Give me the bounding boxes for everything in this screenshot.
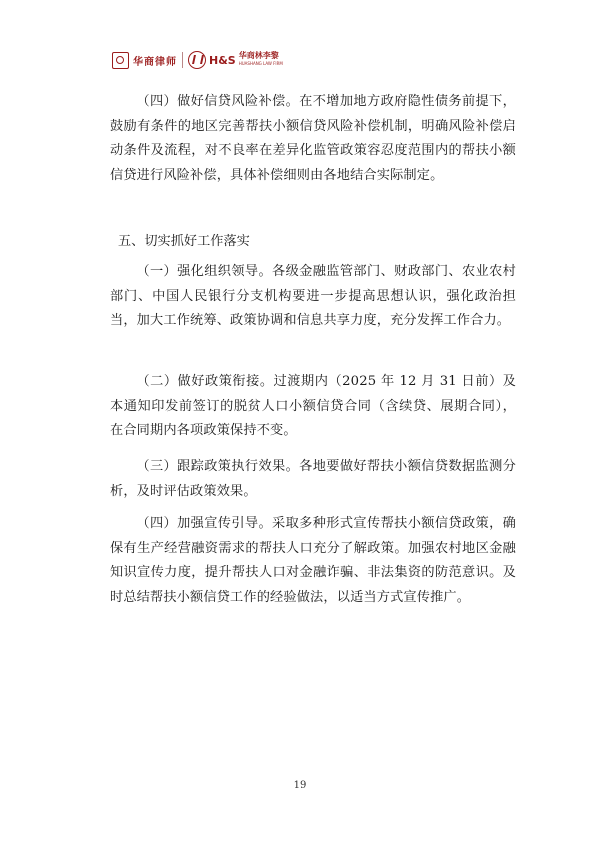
- logo2-cn-text: 华商林李黎: [238, 51, 279, 60]
- section-heading-five: 五、切实抓好工作落实: [118, 234, 250, 249]
- paragraph-organization: （一）强化组织领导。各级金融监管部门、财政部门、农业农村部门、中国人民银行分支机构要进一步提高思想认识，强化政治担当，加大工作统筹、政策协调和信息共享力度，充分发挥工作合力。: [110, 264, 516, 328]
- logo-divider: [182, 52, 183, 68]
- huashang-lawyers-logo: [112, 52, 177, 69]
- paragraph-tracking: （三）跟踪政策执行效果。各地要做好帮扶小额信贷数据监测分析，及时评估政策效果。: [110, 459, 516, 499]
- logo2-sub-text: HUASHANG LAW FIRM: [238, 61, 283, 66]
- paragraph-risk-compensation: （四）做好信贷风险补偿。在不增加地方政府隐性债务前提下，鼓励有条件的地区完善帮扶小额信贷风险补偿机制，明确风险补偿启动条件及流程，对不良率在差异化监管政策容忍度范围内的帮扶小额信贷进行风险补偿，具体补偿细则由各地结合实际制定。: [110, 94, 516, 183]
- logo2-cn-block: [239, 52, 283, 68]
- logo1-text: 华商律师: [133, 56, 177, 68]
- hs-logo: [188, 51, 283, 69]
- paragraph-publicity: （四）加强宣传引导。采取多种形式宣传帮扶小额信贷政策，确保有生产经营融资需求的帮扶人口充分了解政策。加强农村地区金融知识宣传力度，提升帮扶人口对金融诈骗、非法集资的防范意识。及时总结帮扶小额信贷工作的经验做法，以适当方式宣传推广。: [110, 516, 516, 605]
- huashang-seal-icon: [112, 52, 129, 69]
- logo2-hs-text: H&S: [209, 53, 236, 67]
- hs-circle-icon: [188, 51, 206, 69]
- page-header: [112, 48, 283, 72]
- paragraph-policy-connection: （二）做好政策衔接。过渡期内（2025 年 12 月 31 日前）及本通知印发前签订的脱贫人口小额信贷合同（含续贷、展期合同），在合同期内各项政策保持不变。: [110, 374, 516, 438]
- page-number: 19: [293, 780, 307, 791]
